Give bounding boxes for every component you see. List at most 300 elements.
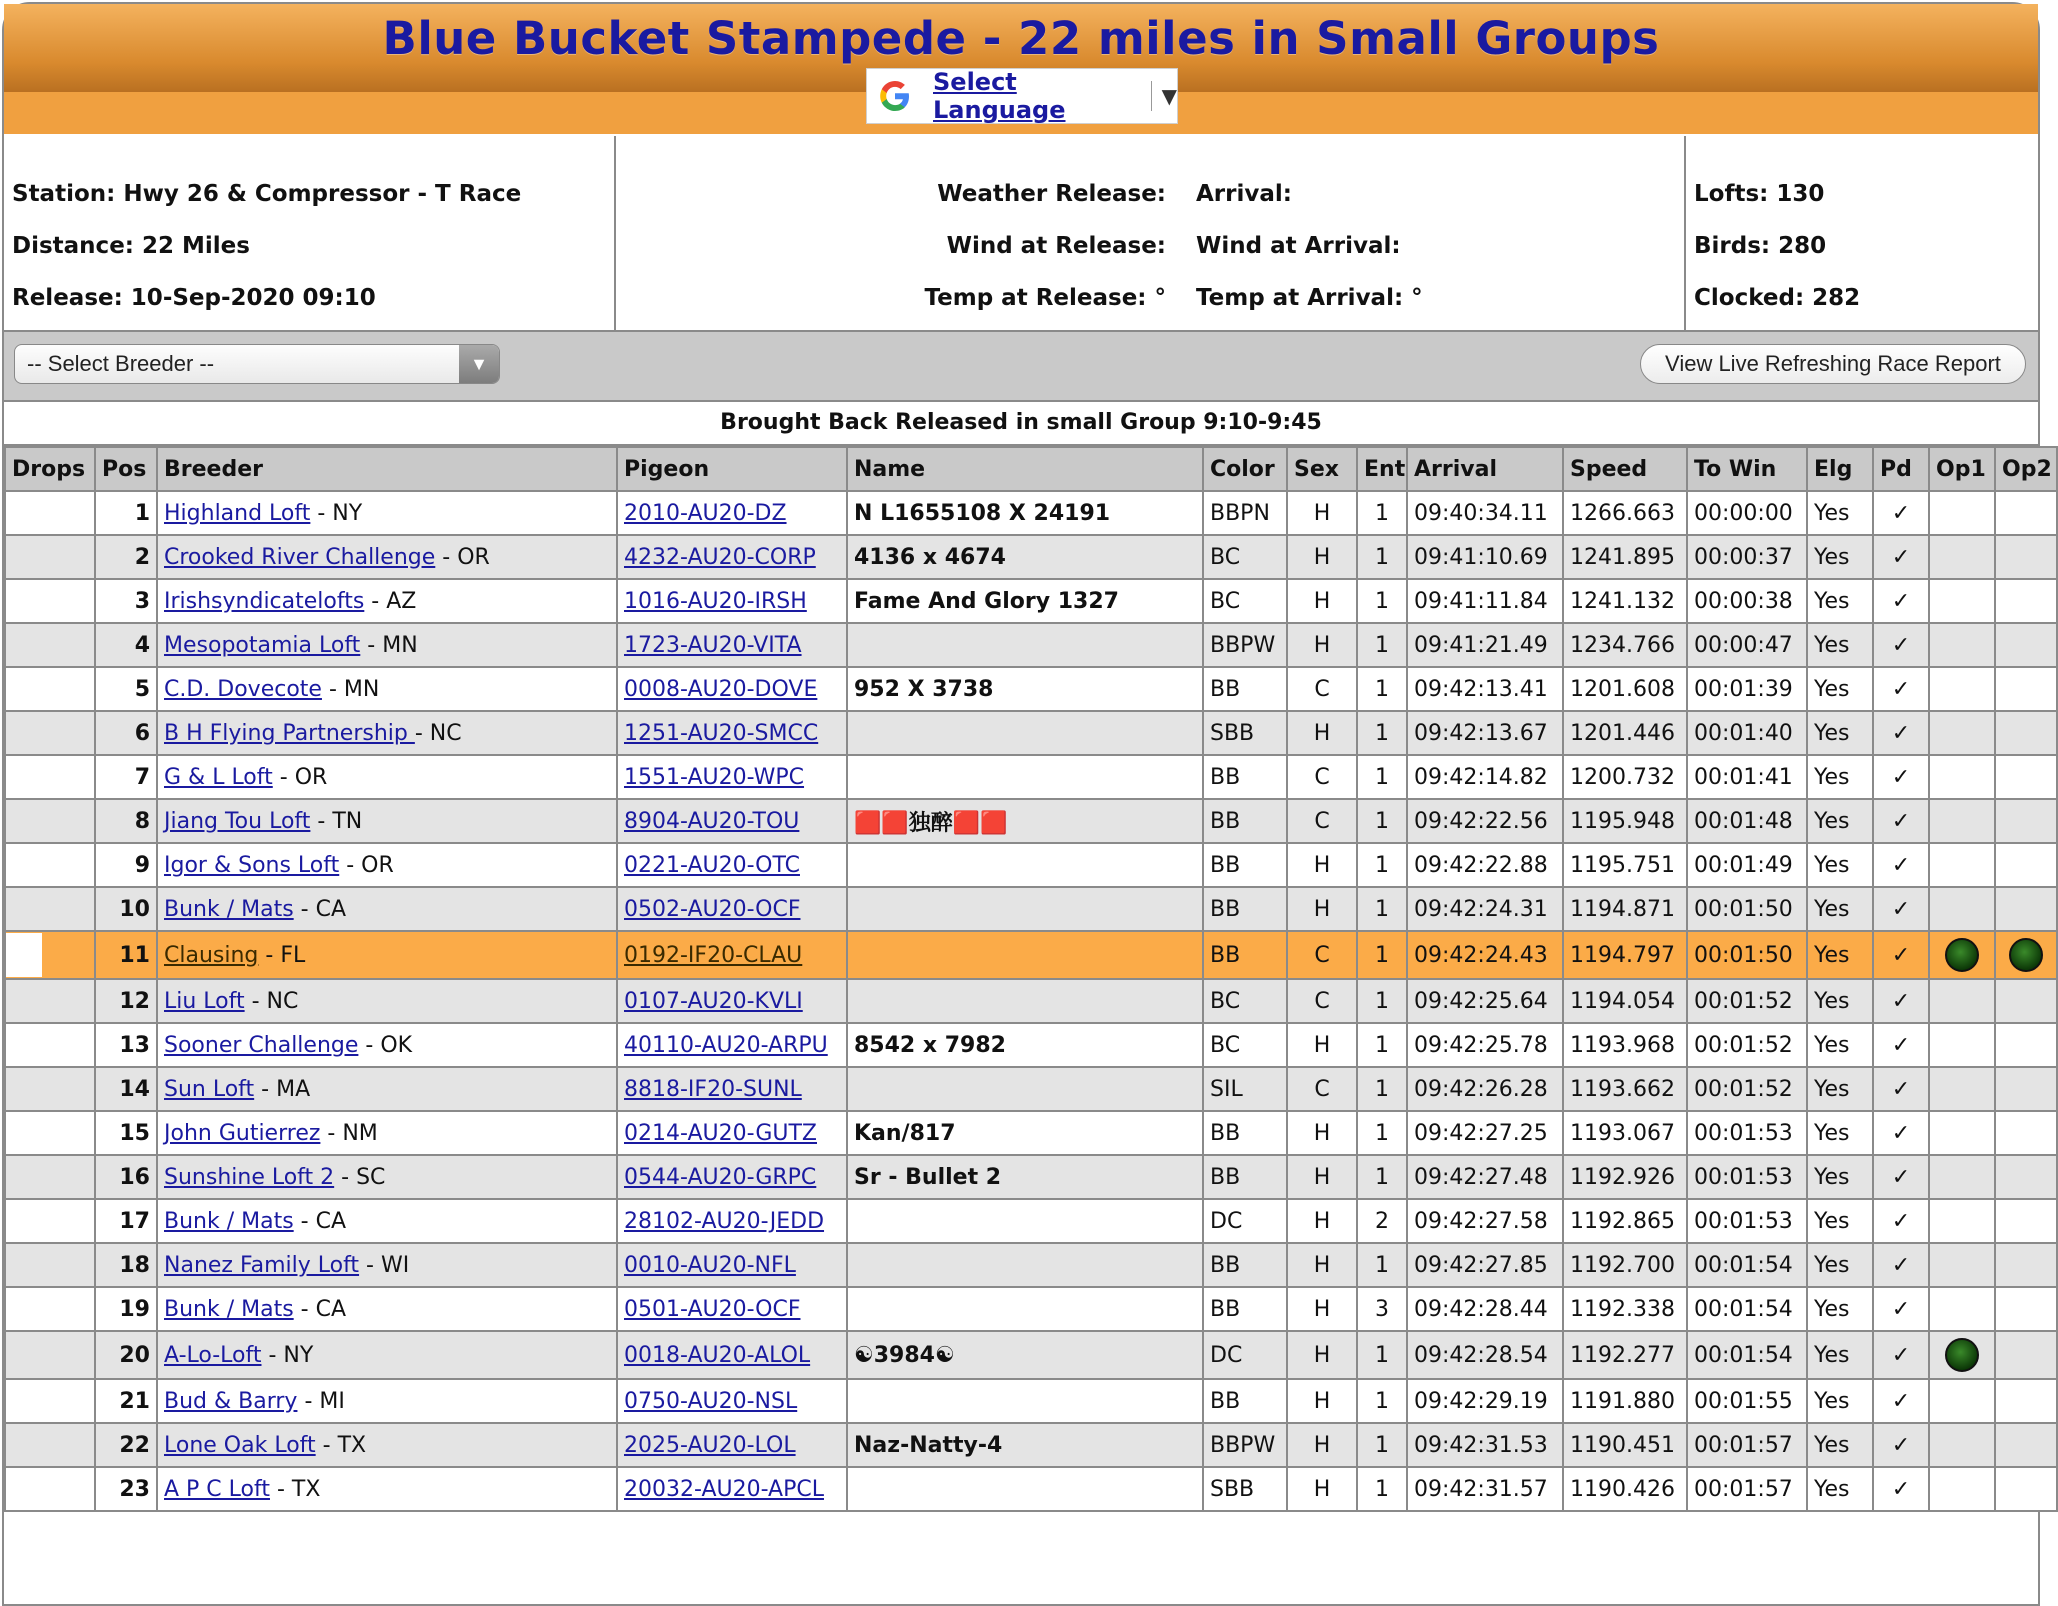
breeder-link[interactable]: G & L Loft [164, 764, 273, 790]
arrival-text: 09:41:21.49 [1414, 632, 1548, 658]
elg-text: Yes [1814, 1208, 1850, 1234]
pigeon-link[interactable]: 0544-AU20-GRPC [624, 1164, 817, 1190]
drops-cell [5, 843, 95, 887]
pigeon-cell [617, 1379, 847, 1423]
speed-text: 1191.880 [1570, 1388, 1675, 1414]
op1-cell [1929, 491, 1995, 535]
color-text: BB [1210, 896, 1241, 922]
elg-text: Yes [1814, 1388, 1850, 1414]
language-selector[interactable] [866, 68, 1178, 124]
towin-text: 00:01:52 [1694, 1076, 1793, 1102]
breeder-link[interactable]: Highland Loft [164, 500, 311, 526]
pigeon-link[interactable]: 0192-IF20-CLAU [624, 942, 803, 968]
arrival-text: 09:42:14.82 [1414, 764, 1548, 790]
birds-count: Birds: 280 [1694, 233, 1827, 259]
pigeon-link[interactable]: 1016-AU20-IRSH [624, 588, 807, 614]
breeder-link[interactable]: C.D. Dovecote [164, 676, 322, 702]
pos-text: 20 [119, 1342, 150, 1368]
breeder-cell [157, 711, 617, 755]
pos-cell [95, 1023, 157, 1067]
op2-cell [1995, 535, 2057, 579]
pigeon-link[interactable]: 1723-AU20-VITA [624, 632, 802, 658]
elg-cell [1807, 843, 1873, 887]
breeder-select[interactable] [14, 344, 500, 384]
breeder-state: - SC [334, 1164, 386, 1190]
speed-text: 1190.451 [1570, 1432, 1675, 1458]
pos-text: 21 [119, 1388, 150, 1414]
ent-cell [1357, 1155, 1407, 1199]
breeder-state: - MN [321, 676, 380, 702]
breeder-cell [157, 799, 617, 843]
pos-text: 11 [119, 942, 150, 968]
ent-text: 2 [1375, 1208, 1389, 1234]
breeder-link[interactable]: A-Lo-Loft [164, 1342, 262, 1368]
name-cell [847, 535, 1203, 579]
breeder-state: - CA [293, 896, 347, 922]
breeder-state: - MN [360, 632, 418, 658]
pd-cell [1873, 931, 1929, 979]
page-frame [2, 2, 2052, 1606]
pos-cell [95, 1287, 157, 1331]
pigeon-link[interactable]: 0501-AU20-OCF [624, 1296, 801, 1322]
op2-cell [1995, 1331, 2057, 1379]
pigeon-cell [617, 1155, 847, 1199]
pigeon-link[interactable]: 0750-AU20-NSL [624, 1388, 798, 1414]
col-op1[interactable]: Op1 [1929, 447, 1995, 491]
speed-cell [1563, 535, 1687, 579]
race-details [4, 136, 616, 330]
pigeon-link[interactable]: 0502-AU20-OCF [624, 896, 801, 922]
sex-cell [1287, 887, 1357, 931]
breeder-link[interactable]: B H Flying Partnership [164, 720, 415, 746]
wind-row [616, 220, 1684, 272]
speed-cell [1563, 1379, 1687, 1423]
color-cell [1203, 1379, 1287, 1423]
color-text: DC [1210, 1342, 1243, 1368]
breeder-cell [157, 843, 617, 887]
table-row [5, 535, 2057, 579]
elg-text: Yes [1814, 988, 1850, 1014]
color-cell [1203, 799, 1287, 843]
elg-text: Yes [1814, 1164, 1850, 1190]
op2-cell [1995, 491, 2057, 535]
towin-cell [1687, 1023, 1807, 1067]
sex-text: H [1313, 1296, 1331, 1322]
col-op2[interactable]: Op2 [1995, 447, 2057, 491]
col-pigeon[interactable]: Pigeon [617, 447, 847, 491]
color-cell [1203, 1331, 1287, 1379]
pigeon-cell [617, 755, 847, 799]
breeder-cell [157, 579, 617, 623]
sex-cell [1287, 799, 1357, 843]
col-speed[interactable]: Speed [1563, 447, 1687, 491]
breeder-state: - CA [293, 1296, 347, 1322]
col-name[interactable]: Name [847, 447, 1203, 491]
sex-text: H [1313, 720, 1331, 746]
arrival-cell [1407, 755, 1563, 799]
col-pos[interactable]: Pos [95, 447, 157, 491]
sex-text: H [1313, 1208, 1331, 1234]
pigeon-link[interactable]: 8904-AU20-TOU [624, 808, 800, 834]
pigeon-link[interactable]: 0107-AU20-KVLI [624, 988, 803, 1014]
towin-cell [1687, 535, 1807, 579]
elg-text: Yes [1814, 720, 1850, 746]
pigeon-name: 952 X 3738 [854, 676, 994, 702]
breeder-link[interactable]: Lone Oak Loft [164, 1432, 316, 1458]
elg-cell [1807, 667, 1873, 711]
pos-cell [95, 1155, 157, 1199]
pigeon-link[interactable]: 0221-AU20-OTC [624, 852, 800, 878]
color-cell [1203, 1199, 1287, 1243]
pigeon-cell [617, 491, 847, 535]
breeder-link[interactable]: Sunshine Loft 2 [164, 1164, 335, 1190]
pigeon-link[interactable]: 2025-AU20-LOL [624, 1432, 796, 1458]
breeder-state: - OK [358, 1032, 413, 1058]
ent-cell [1357, 887, 1407, 931]
live-report-button[interactable]: View Live Refreshing Race Report [1640, 344, 2026, 384]
pigeon-cell [617, 1331, 847, 1379]
sex-cell [1287, 1111, 1357, 1155]
ent-text: 1 [1375, 852, 1389, 878]
pigeon-name: N L1655108 X 24191 [854, 500, 1111, 526]
pigeon-link[interactable]: 8818-IF20-SUNL [624, 1076, 802, 1102]
breeder-link[interactable]: Jiang Tou Loft [164, 808, 311, 834]
weather-release-label: Weather Release: [937, 181, 1166, 207]
ent-cell [1357, 1111, 1407, 1155]
sex-text: H [1313, 588, 1331, 614]
sex-text: H [1313, 1120, 1331, 1146]
col-sex[interactable]: Sex [1287, 447, 1357, 491]
op2-cell [1995, 623, 2057, 667]
breeder-link[interactable]: Irishsyndicatelofts [164, 588, 365, 614]
arrival-cell [1407, 931, 1563, 979]
pigeon-link[interactable]: 0018-AU20-ALOL [624, 1342, 811, 1368]
arrival-text: 09:42:28.54 [1414, 1342, 1548, 1368]
pd-cell [1873, 1067, 1929, 1111]
breeder-cell [157, 1243, 617, 1287]
pd-cell [1873, 1155, 1929, 1199]
arrival-text: 09:42:27.25 [1414, 1120, 1548, 1146]
pigeon-cell [617, 1287, 847, 1331]
ent-cell [1357, 755, 1407, 799]
breeder-link[interactable]: Liu Loft [164, 988, 245, 1014]
arrival-cell [1407, 1111, 1563, 1155]
col-breeder[interactable]: Breeder [157, 447, 617, 491]
pos-text: 9 [134, 852, 150, 878]
breeder-cell [157, 623, 617, 667]
breeder-link[interactable]: Clausing [164, 942, 259, 968]
pigeon-link[interactable]: 2010-AU20-DZ [624, 500, 787, 526]
elg-text: Yes [1814, 544, 1850, 570]
towin-text: 00:01:54 [1694, 1252, 1793, 1278]
table-row [5, 1423, 2057, 1467]
pigeon-link[interactable]: 0010-AU20-NFL [624, 1252, 796, 1278]
arrival-cell [1407, 579, 1563, 623]
speed-text: 1192.700 [1570, 1252, 1675, 1278]
wind-arrival-label: Wind at Arrival: [1196, 233, 1401, 259]
drops-cell [5, 579, 95, 623]
op1-cell [1929, 535, 1995, 579]
color-cell [1203, 979, 1287, 1023]
op2-cell [1995, 799, 2057, 843]
breeder-cell [157, 1111, 617, 1155]
elg-cell [1807, 887, 1873, 931]
pos-text: 8 [134, 808, 150, 834]
pigeon-cell [617, 667, 847, 711]
elg-text: Yes [1814, 764, 1850, 790]
towin-text: 00:01:54 [1694, 1342, 1793, 1368]
green-dot-icon [1945, 938, 1979, 972]
towin-text: 00:01:50 [1694, 896, 1793, 922]
name-cell [847, 1287, 1203, 1331]
breeder-cell [157, 1287, 617, 1331]
breeder-link[interactable]: Sun Loft [164, 1076, 255, 1102]
towin-cell [1687, 1423, 1807, 1467]
pos-text: 16 [119, 1164, 150, 1190]
chevron-down-icon[interactable]: ▼ [459, 345, 499, 383]
name-cell [847, 491, 1203, 535]
sex-text: H [1313, 544, 1331, 570]
col-pd[interactable]: Pd [1873, 447, 1929, 491]
elg-cell [1807, 979, 1873, 1023]
elg-text: Yes [1814, 1342, 1850, 1368]
sex-cell [1287, 623, 1357, 667]
ent-cell [1357, 1243, 1407, 1287]
pd-cell [1873, 667, 1929, 711]
table-row [5, 1331, 2057, 1379]
elg-cell [1807, 1423, 1873, 1467]
breeder-link[interactable]: Bunk / Mats [164, 1296, 294, 1322]
elg-cell [1807, 491, 1873, 535]
pigeon-link[interactable]: 1551-AU20-WPC [624, 764, 805, 790]
color-text: BBPN [1210, 500, 1270, 526]
pigeon-link[interactable]: 28102-AU20-JEDD [624, 1208, 825, 1234]
elg-cell [1807, 579, 1873, 623]
pigeon-cell [617, 1423, 847, 1467]
op1-cell [1929, 1379, 1995, 1423]
name-cell [847, 1155, 1203, 1199]
color-cell [1203, 755, 1287, 799]
pos-cell [95, 931, 157, 979]
op2-cell [1995, 1379, 2057, 1423]
name-cell [847, 579, 1203, 623]
sex-cell [1287, 931, 1357, 979]
checkmark-icon: ✓ [1891, 1252, 1911, 1278]
ent-text: 1 [1375, 588, 1389, 614]
sex-cell [1287, 1423, 1357, 1467]
drops-cell [5, 491, 95, 535]
towin-text: 00:00:47 [1694, 632, 1793, 658]
speed-text: 1201.446 [1570, 720, 1675, 746]
pos-text: 4 [134, 632, 150, 658]
breeder-link[interactable]: John Gutierrez [164, 1120, 321, 1146]
station-text: Station: Hwy 26 & Compressor - T Race [12, 181, 522, 207]
speed-cell [1563, 1467, 1687, 1511]
arrival-text: 09:40:34.11 [1414, 500, 1548, 526]
breeder-state: - OR [435, 544, 490, 570]
speed-cell [1563, 711, 1687, 755]
arrival-text: 09:42:31.57 [1414, 1476, 1548, 1502]
breeder-state: - TX [315, 1432, 367, 1458]
pigeon-name: 4136 x 4674 [854, 544, 1006, 570]
breeder-link[interactable]: Crooked River Challenge [164, 544, 436, 570]
col-elg[interactable]: Elg [1807, 447, 1873, 491]
ent-cell [1357, 535, 1407, 579]
results-table [4, 446, 2058, 1512]
table-row [5, 491, 2057, 535]
op1-cell [1929, 623, 1995, 667]
towin-cell [1687, 667, 1807, 711]
op1-cell [1929, 979, 1995, 1023]
arrival-text: 09:42:28.44 [1414, 1296, 1548, 1322]
ent-text: 1 [1375, 720, 1389, 746]
elg-text: Yes [1814, 1120, 1850, 1146]
color-text: BB [1210, 808, 1241, 834]
towin-text: 00:01:53 [1694, 1164, 1793, 1190]
op1-cell [1929, 931, 1995, 979]
table-header-row [5, 447, 2057, 491]
towin-text: 00:01:39 [1694, 676, 1793, 702]
ent-text: 1 [1375, 1476, 1389, 1502]
breeder-link[interactable]: A P C Loft [164, 1476, 270, 1502]
pos-text: 2 [134, 544, 150, 570]
elg-cell [1807, 931, 1873, 979]
speed-cell [1563, 1155, 1687, 1199]
elg-cell [1807, 1067, 1873, 1111]
pos-cell [95, 1199, 157, 1243]
color-cell [1203, 491, 1287, 535]
breeder-state: - MA [254, 1076, 311, 1102]
green-dot-icon [2009, 938, 2043, 972]
col-ent[interactable]: Ent [1357, 447, 1407, 491]
pos-text: 23 [119, 1476, 150, 1502]
pos-cell [95, 755, 157, 799]
color-cell [1203, 1023, 1287, 1067]
checkmark-icon: ✓ [1891, 1208, 1911, 1234]
drops-cell [5, 1423, 95, 1467]
breeder-state: - NM [320, 1120, 378, 1146]
pos-cell [95, 491, 157, 535]
table-row [5, 799, 2057, 843]
table-row [5, 1243, 2057, 1287]
sex-cell [1287, 1287, 1357, 1331]
pos-cell [95, 1379, 157, 1423]
pigeon-cell [617, 979, 847, 1023]
checkmark-icon: ✓ [1891, 544, 1911, 570]
pigeon-link[interactable]: 0214-AU20-GUTZ [624, 1120, 817, 1146]
pigeon-link[interactable]: 4232-AU20-CORP [624, 544, 816, 570]
color-text: BB [1210, 942, 1241, 968]
ent-text: 1 [1375, 1032, 1389, 1058]
pd-cell [1873, 843, 1929, 887]
speed-cell [1563, 667, 1687, 711]
sex-cell [1287, 579, 1357, 623]
towin-text: 00:01:41 [1694, 764, 1793, 790]
breeder-link[interactable]: Nanez Family Loft [164, 1252, 360, 1278]
arrival-text: 09:41:11.84 [1414, 588, 1548, 614]
pigeon-link[interactable]: 40110-AU20-ARPU [624, 1032, 828, 1058]
name-cell [847, 1111, 1203, 1155]
language-label[interactable]: Select Language [933, 68, 1066, 124]
breeder-link[interactable]: Igor & Sons Loft [164, 852, 340, 878]
color-text: BB [1210, 852, 1241, 878]
breeder-link[interactable]: Bunk / Mats [164, 1208, 294, 1234]
towin-cell [1687, 979, 1807, 1023]
drops-cell [5, 887, 95, 931]
name-cell [847, 1467, 1203, 1511]
towin-cell [1687, 711, 1807, 755]
breeder-state: - AZ [364, 588, 417, 614]
speed-text: 1195.751 [1570, 852, 1675, 878]
elg-text: Yes [1814, 852, 1850, 878]
arrival-cell [1407, 1199, 1563, 1243]
name-cell [847, 979, 1203, 1023]
chevron-down-icon[interactable]: ▼ [1161, 84, 1177, 108]
sex-cell [1287, 1243, 1357, 1287]
ent-cell [1357, 931, 1407, 979]
op2-cell [1995, 1243, 2057, 1287]
release-text: Release: 10-Sep-2020 09:10 [12, 285, 376, 311]
breeder-link[interactable]: Sooner Challenge [164, 1032, 359, 1058]
elg-text: Yes [1814, 1032, 1850, 1058]
pos-text: 14 [119, 1076, 150, 1102]
checkmark-icon: ✓ [1891, 1076, 1911, 1102]
breeder-link[interactable]: Bunk / Mats [164, 896, 294, 922]
color-cell [1203, 1155, 1287, 1199]
name-cell [847, 667, 1203, 711]
col-drops[interactable]: Drops [5, 447, 95, 491]
col-color[interactable]: Color [1203, 447, 1287, 491]
col-towin[interactable]: To Win [1687, 447, 1807, 491]
elg-cell [1807, 1111, 1873, 1155]
pigeon-link[interactable]: 0008-AU20-DOVE [624, 676, 818, 702]
col-arrival[interactable]: Arrival [1407, 447, 1563, 491]
speed-cell [1563, 1199, 1687, 1243]
breeder-cell [157, 1023, 617, 1067]
breeder-state: - NC [414, 720, 462, 746]
language-divider [1151, 81, 1152, 111]
table-row [5, 1287, 2057, 1331]
sex-cell [1287, 535, 1357, 579]
breeder-cell [157, 1423, 617, 1467]
pigeon-cell [617, 887, 847, 931]
elg-text: Yes [1814, 942, 1850, 968]
color-cell [1203, 667, 1287, 711]
towin-text: 00:00:37 [1694, 544, 1793, 570]
arrival-text: 09:42:25.78 [1414, 1032, 1548, 1058]
color-text: BBPW [1210, 632, 1276, 658]
pigeon-cell [617, 623, 847, 667]
breeder-link[interactable]: Mesopotamia Loft [164, 632, 361, 658]
op1-cell [1929, 1467, 1995, 1511]
elg-cell [1807, 1243, 1873, 1287]
controls-bar [4, 332, 2038, 402]
breeder-cell [157, 1199, 617, 1243]
pigeon-link[interactable]: 1251-AU20-SMCC [624, 720, 819, 746]
ent-text: 1 [1375, 1388, 1389, 1414]
pos-cell [95, 623, 157, 667]
elg-text: Yes [1814, 1076, 1850, 1102]
breeder-link[interactable]: Bud & Barry [164, 1388, 298, 1414]
pigeon-link[interactable]: 20032-AU20-APCL [624, 1476, 824, 1502]
speed-cell [1563, 1243, 1687, 1287]
arrival-text: 09:42:27.85 [1414, 1252, 1548, 1278]
speed-text: 1192.926 [1570, 1164, 1675, 1190]
breeder-cell [157, 755, 617, 799]
color-text: BB [1210, 1120, 1241, 1146]
ent-cell [1357, 799, 1407, 843]
color-text: BB [1210, 1164, 1241, 1190]
